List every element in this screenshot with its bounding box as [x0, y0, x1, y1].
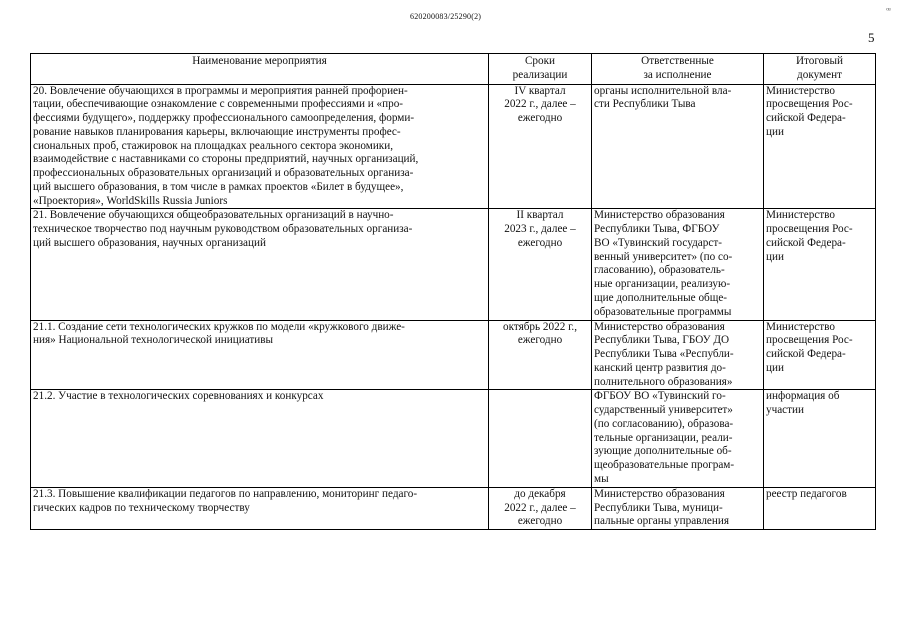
- measure-term: до декабря 2022 г., далее – ежегодно: [489, 487, 592, 529]
- measure-term: II квартал 2023 г., далее – ежегодно: [489, 209, 592, 320]
- measure-result: Министерство просвещения Рос- сийской Федера- ции: [764, 84, 876, 209]
- table-row: [31, 84, 876, 209]
- measure-name: 21. Вовлечение обучающихся общеобразовательных организаций в научно- техническое творчество под научным руководством образовательных организа- ций высшего образования, научных организаций: [31, 209, 489, 320]
- measure-term: октябрь 2022 г., ежегодно: [489, 320, 592, 390]
- measure-result: реестр педагогов: [764, 487, 876, 529]
- measure-responsible: Министерство образования Республики Тыва, ФГБОУ ВО «Тувинский государст- венный университет» (по со- гласованию), образователь- ные организации, реализую- щие дополнительные обще- образовательные программы: [592, 209, 764, 320]
- measure-result: Министерство просвещения Рос- сийской Федера- ции: [764, 320, 876, 390]
- table-row: [31, 390, 876, 487]
- table-row: [31, 320, 876, 390]
- measure-responsible: ФГБОУ ВО «Тувинский го- сударственный университет» (по согласованию), образова- тельные организации, реали- зующие дополнительные об- щеобразовательные програм- мы: [592, 390, 764, 487]
- table-row: [31, 209, 876, 320]
- measure-name: 21.2. Участие в технологических соревнованиях и конкурсах: [31, 390, 489, 487]
- column-header-result: Итоговый документ: [764, 54, 876, 85]
- corner-stamp-mark: ꟹ: [886, 6, 891, 15]
- page-number: 5: [868, 30, 875, 45]
- measures-table: [30, 53, 876, 530]
- measure-responsible: органы исполнительной вла- сти Республики Тыва: [592, 84, 764, 209]
- column-header-term: Сроки реализации: [489, 54, 592, 85]
- table-header-row: [31, 54, 876, 85]
- measure-name: 21.3. Повышение квалификации педагогов по направлению, мониторинг педаго- гических кадров по техническому творчеству: [31, 487, 489, 529]
- table-row: [31, 487, 876, 529]
- measure-result: информация об участии: [764, 390, 876, 487]
- measure-term: IV квартал 2022 г., далее – ежегодно: [489, 84, 592, 209]
- measure-term: [489, 390, 592, 487]
- measure-name: 20. Вовлечение обучающихся в программы и мероприятия ранней профориен- тации, обеспечивающие ознакомление с современными профессиями и «про- фессиями будущего», поддержку профессионального самоопределения, форми- рование навыков планирования карьеры, включающие инструменты профес- сиональных проб, стажировок на площадках реального сектора экономики, взаимодействие с наставниками со стороны предприятий, научных организаций, профессиональных образовательных организаций и образовательных организа- ций высшего образования, в том числе в рамках проектов «Билет в будущее», «Проектория», WorldSkills Russia Juniors: [31, 84, 489, 209]
- column-header-responsible: Ответственные за исполнение: [592, 54, 764, 85]
- measure-result: Министерство просвещения Рос- сийской Федера- ции: [764, 209, 876, 320]
- measure-responsible: Министерство образования Республики Тыва, муници- пальные органы управления: [592, 487, 764, 529]
- measure-responsible: Министерство образования Республики Тыва, ГБОУ ДО Республики Тыва «Республи- канский центр развития до- полнительного образования»: [592, 320, 764, 390]
- column-header-name: Наименование мероприятия: [31, 54, 489, 85]
- document-registration-number: 620200083/25290(2): [410, 12, 482, 21]
- measure-name: 21.1. Создание сети технологических кружков по модели «кружкового движе- ния» Национальной технологической инициативы: [31, 320, 489, 390]
